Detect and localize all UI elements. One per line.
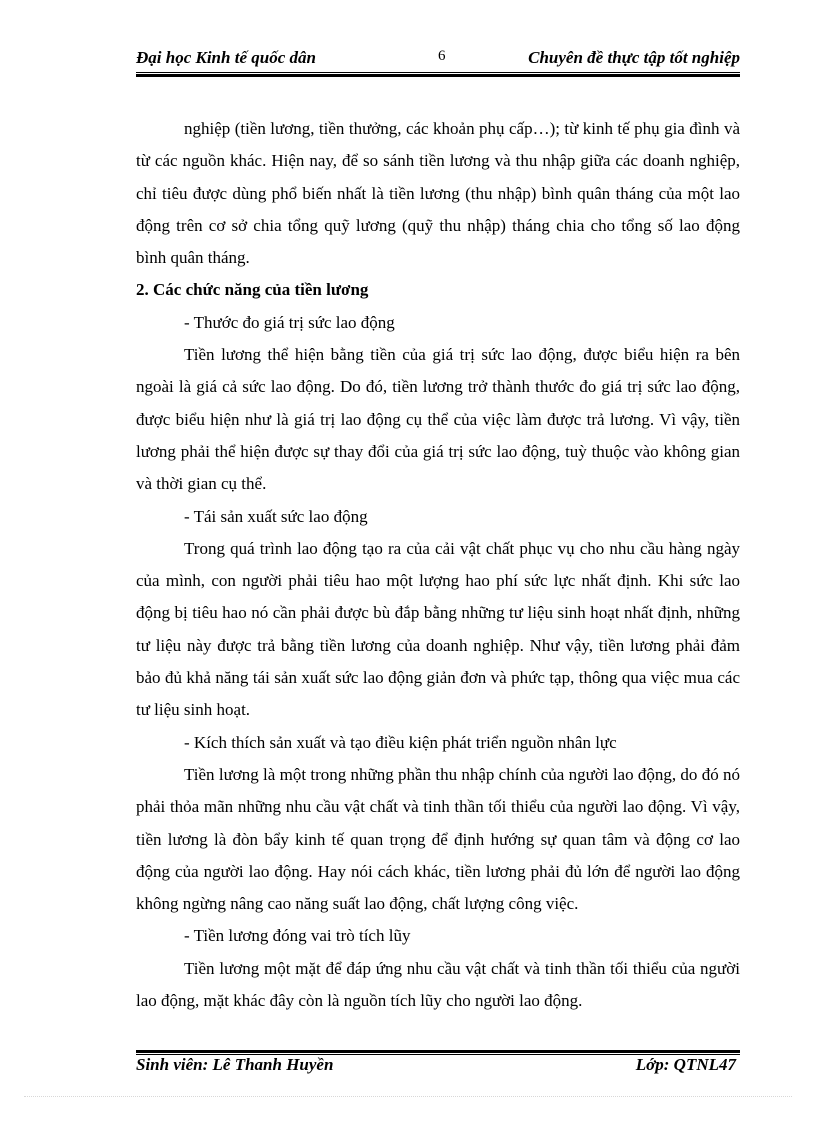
subheading-stimulation: - Kích thích sản xuất và tạo điều kiện phát triển nguồn nhân lực: [184, 732, 617, 752]
paragraph-reproduction: Trong quá trình lao động tạo ra của cải vật chất phục vụ cho nhu cầu hàng ngày của mình, con người phải tiêu hao một lượng hao phí sức lực nhất định. Khi sức lao động bị tiêu hao nó cần phải được bù đắp bằng những tư liệu sinh hoạt nhất định, những tư liệu này được trả bằng tiền lương của doanh nghiệp. Như vậy, tiền lương phải đảm bảo đủ khả năng tái sản xuất sức lao động giản đơn và phức tạp, thông qua việc mua các tư liệu sinh hoạt.: [136, 538, 740, 720]
paragraph-income: nghiệp (tiền lương, tiền thưởng, các khoản phụ cấp…); từ kinh tế phụ gia đình và từ các nguồn khác. Hiện nay, để so sánh tiền lương và thu nhập giữa các doanh nghiệp, chỉ tiêu được dùng phổ biến nhất là tiền lương (thu nhập) bình quân tháng của một lao động trên cơ sở chia tổng quỹ lương (quỹ thu nhập) tháng chia cho tổng số lao động bình quân tháng.: [136, 119, 740, 268]
paragraph-accumulation: Tiền lương một mặt để đáp ứng nhu cầu vật chất và tinh thần tối thiểu của người lao động, mặt khác đây còn là nguồn tích lũy cho người lao động.: [136, 958, 740, 1011]
footer-student: Sinh viên: Lê Thanh Huyền: [136, 1055, 334, 1074]
page-header: [136, 48, 740, 72]
page-footer: [136, 1055, 740, 1079]
header-school: Đại học Kinh tế quốc dân: [136, 48, 316, 67]
header-report-title: Chuyên đề thực tập tốt nghiệp: [528, 48, 740, 67]
footer-class: Lớp: QTNL47: [635, 1055, 736, 1074]
header-rule: [136, 72, 740, 77]
paragraph-stimulation: Tiền lương là một trong những phần thu nhập chính của người lao động, do đó nó phải thỏa mãn những nhu cầu vật chất và tinh thần tối thiểu của người lao động. Vì vậy, tiền lương là đòn bẩy kinh tế quan trọng để định hướng sự quan tâm và động cơ lao động của người lao động. Hay nói cách khác, tiền lương phải đủ lớn để người lao động không ngừng nâng cao năng suất lao động, chất lượng công việc.: [136, 764, 740, 914]
subheading-reproduction: - Tái sản xuất sức lao động: [184, 506, 368, 526]
paragraph-measure: Tiền lương thể hiện bằng tiền của giá trị sức lao động, được biểu hiện ra bên ngoài là giá cả sức lao động. Do đó, tiền lương trở thành thước đo giá trị sức lao động, được biểu hiện như là giá trị lao động cụ thể của việc làm được trả lương. Vì vậy, tiền lương phải thể hiện được sự thay đổi của giá trị sức lao động, tuỳ thuộc vào không gian và thời gian cụ thể.: [136, 345, 740, 494]
page-edge-line: [24, 1096, 792, 1097]
subheading-measure: - Thước đo giá trị sức lao động: [184, 312, 395, 332]
header-page-number: 6: [438, 48, 446, 64]
subheading-accumulation: - Tiền lương đóng vai trò tích lũy: [184, 926, 411, 946]
document-body: [136, 113, 740, 1017]
section-heading: 2. Các chức năng của tiền lương: [136, 280, 369, 300]
